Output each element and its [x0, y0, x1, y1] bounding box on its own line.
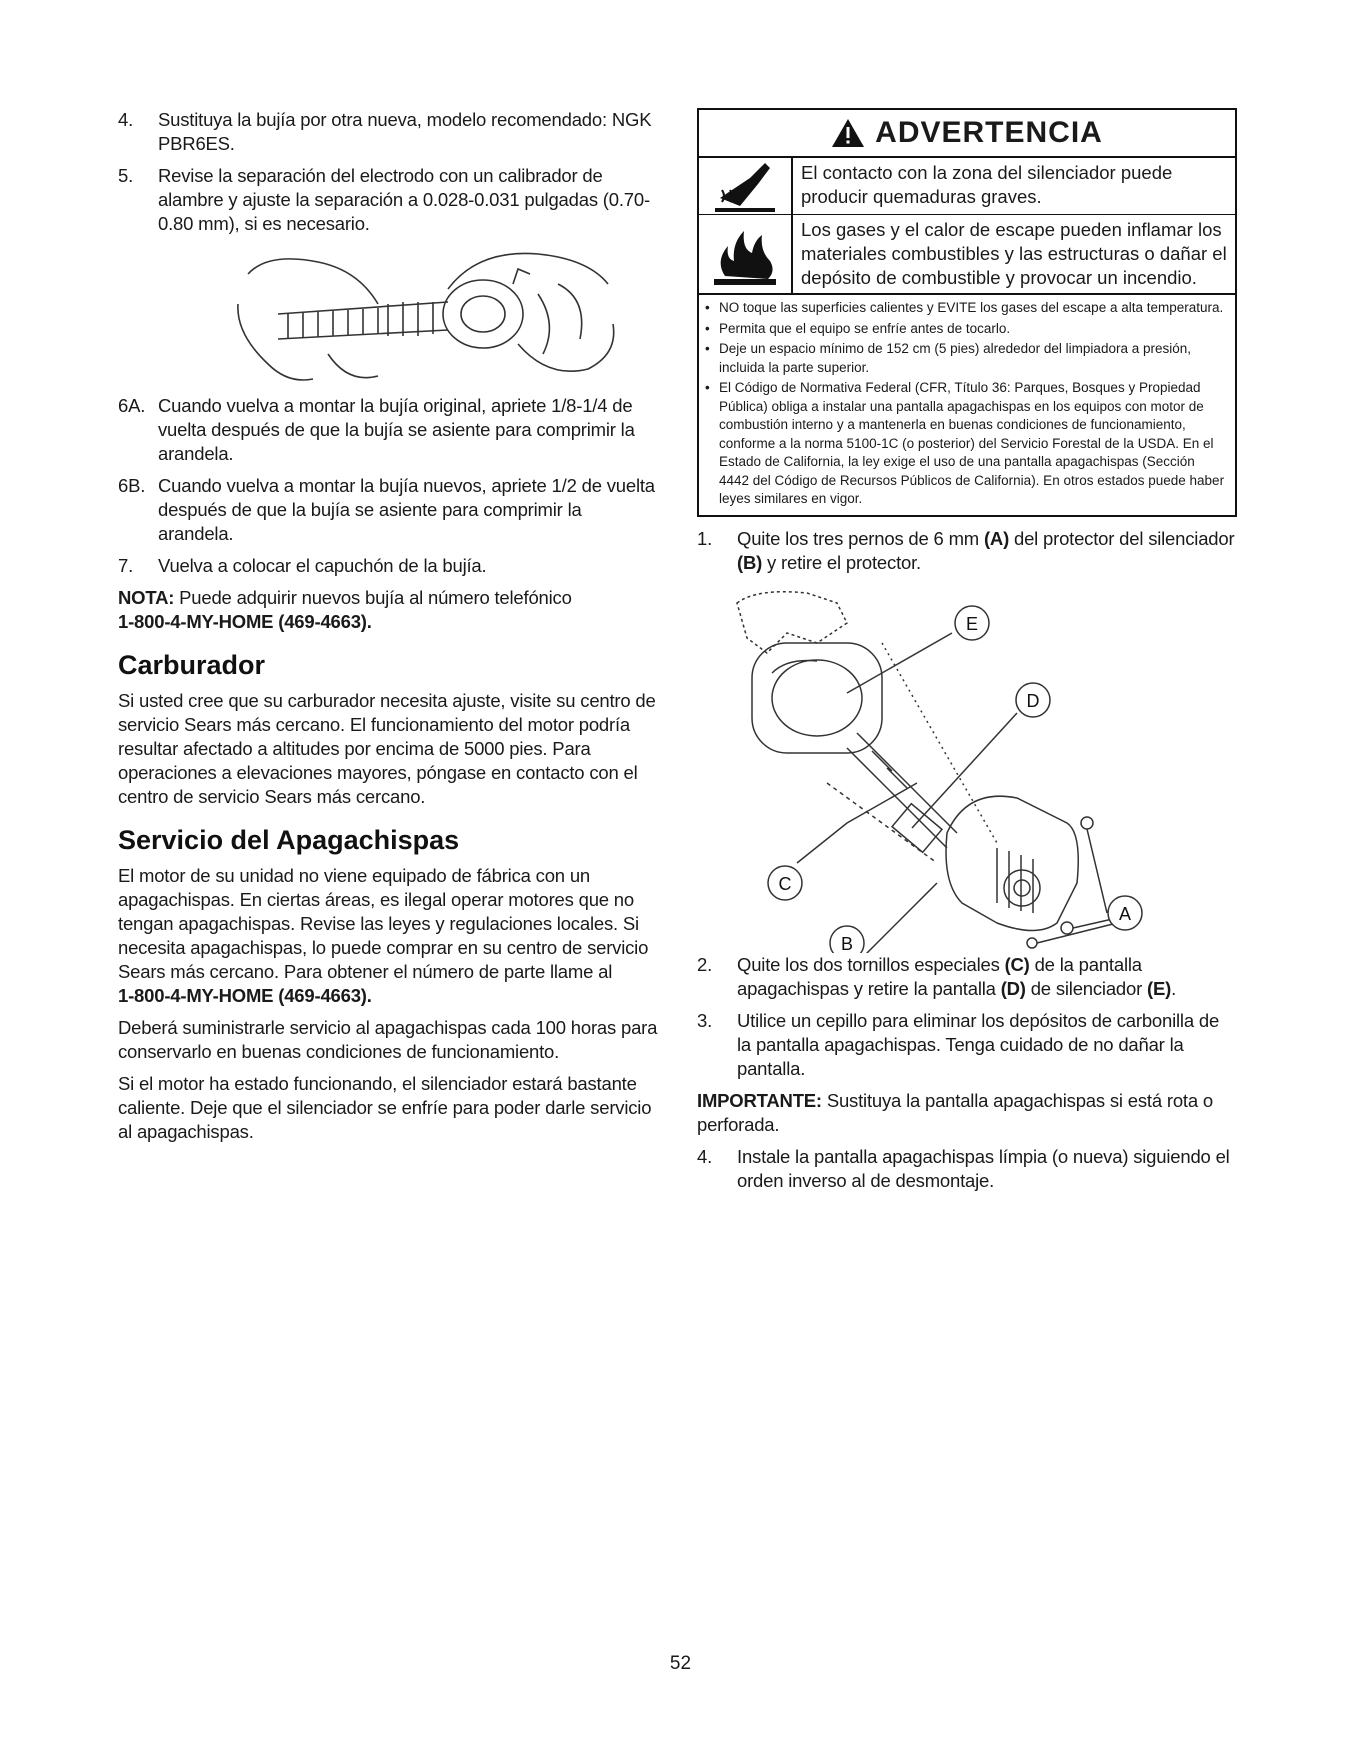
- callout-e: E: [965, 613, 979, 634]
- warning-text-fire: Los gases y el calor de escape pueden inflamar los materiales combustibles y las estructuras o dañar el depósito de combustible y provocar un incendio.: [801, 219, 1227, 288]
- step-text: Sustituya la bujía por otra nueva, modelo recomendado: NGK PBR6ES.: [158, 109, 652, 154]
- nota-paragraph: [118, 586, 658, 634]
- step-6b: [118, 474, 658, 546]
- apagachispas-paragraph-2: Deberá suministrarle servicio al apagachispas cada 100 horas para conservarlo en buenas condiciones de funcionamiento.: [118, 1017, 658, 1062]
- step-number: 6B.: [118, 475, 146, 496]
- step-4-right: [697, 1145, 1237, 1193]
- warning-triangle-icon: [831, 118, 865, 148]
- carburador-text: Si usted cree que su carburador necesita ajuste, visite su centro de servicio Sears más cercano. El funcionamiento del motor podría resultar afectado a altitudes por encima de 5000 pies. Para operaciones a elevaciones mayores, póngase en contacto con el centro de servicio Sears más cercano.: [118, 690, 656, 807]
- callout-b: B: [840, 933, 854, 953]
- step-number: 4.: [697, 1145, 713, 1167]
- step-1: [697, 527, 1237, 575]
- apagachispas-paragraph-3: Si el motor ha estado funcionando, el silenciador estará bastante caliente. Deje que el silenciador se enfríe para poder darle servicio al apagachispas.: [118, 1073, 652, 1142]
- nota-phone: 1-800-4-MY-HOME (469-4663).: [118, 611, 372, 632]
- nota-text: Puede adquirir nuevos bujía al número telefónico: [174, 587, 572, 608]
- apagachispas-phone: 1-800-4-MY-HOME (469-4663).: [118, 985, 372, 1006]
- step-4: [118, 108, 658, 156]
- warning-row-fire: [699, 215, 1235, 295]
- step-text: Cuando vuelva a montar la bujía original, apriete 1/8-1/4 de vuelta después de que la bujía se asiente para comprimir la arandela.: [158, 395, 635, 464]
- apagachispas-text: El motor de su unidad no viene equipado de fábrica con un apagachispas. En ciertas áreas, es ilegal operar motores que no tengan apagachispas. Revise las leyes y regulaciones locales. Si necesita apagachispas, lo puede comprar en su centro de servicio Sears más cercano. Para obtener el número de parte llame al: [118, 865, 649, 982]
- step-6a: [118, 394, 658, 466]
- importante-label: IMPORTANTE:: [697, 1089, 822, 1111]
- spark-plug-gap-illustration: [118, 244, 658, 394]
- step-text: Quite los tres pernos de 6 mm (A) del protector del silenciador (B) y retire el protector.: [737, 527, 1235, 573]
- warning-row-burn: [699, 158, 1235, 215]
- bullet-text: Permita que el equipo se enfríe antes de tocarlo.: [719, 320, 1011, 336]
- step-number: 7.: [118, 555, 134, 576]
- step-text: Quite los dos tornillos especiales (C) de la pantalla apagachispas y retire la pantalla (D) de silenciador (E).: [737, 953, 1177, 999]
- bullet-text: NO toque las superficies calientes y EVITE los gases del escape a alta temperatura.: [719, 300, 1224, 315]
- hot-surface-icon: [699, 158, 793, 214]
- importante-text: Sustituya la pantalla apagachispas si está rota o perforada.: [697, 1089, 1213, 1135]
- carburador-heading: Carburador: [118, 650, 266, 680]
- step-text: Vuelva a colocar el capuchón de la bujía.: [158, 555, 487, 576]
- step-number: 4.: [118, 109, 134, 130]
- warning-bullet: • El Código de Normativa Federal (CFR, Título 36: Parques, Bosques y Propiedad Pública) obliga a instalar una pantalla apagachispas en los equipos con motor de combustión interno y a mantenerla en buenas condiciones de funcionamiento, conforme a la norma 5100-1C (o posterior) del Servicio Forestal de la USDA. En el Estado de California, la ley exige el uso de una pantalla apagachispas (Sección 4442 del Código de Recursos Públicos de California). En otros estados puede haber leyes similares en vigor.: [699, 379, 1235, 511]
- fire-icon: [699, 215, 793, 293]
- warning-box: [697, 108, 1237, 517]
- importante-paragraph: [697, 1089, 1237, 1137]
- step-text: Cuando vuelva a montar la bujía nuevos, apriete 1/2 de vuelta después de que la bujía se asiente para comprimir la arandela.: [158, 475, 655, 544]
- callout-a: A: [1118, 903, 1132, 924]
- warning-bullets: [699, 295, 1235, 515]
- right-column: [697, 108, 1237, 1201]
- warning-bullet: • Deje un espacio mínimo de 152 cm (5 pies) alrededor del limpiadora a presión, incluida la parte superior.: [699, 340, 1235, 379]
- warning-header: [699, 110, 1235, 158]
- page-number: 52: [669, 1653, 692, 1674]
- apagachispas-heading: Servicio del Apagachispas: [118, 825, 460, 855]
- bullet-text: Deje un espacio mínimo de 152 cm (5 pies) alrededor del limpiadora a presión, incluida la parte superior.: [719, 341, 1191, 375]
- step-text: Revise la separación del electrodo con un calibrador de alambre y ajuste la separación a 0.028-0.031 pulgadas (0.70-0.80 mm), si es necesario.: [158, 165, 650, 234]
- step-7: [118, 554, 658, 578]
- callout-c: C: [778, 873, 792, 894]
- step-number: 2.: [697, 953, 713, 975]
- step-text: Utilice un cepillo para eliminar los depósitos de carbonilla de la pantalla apagachispas. Tenga cuidado de no dañar la pantalla.: [737, 1009, 1220, 1079]
- callout-d: D: [1026, 690, 1040, 711]
- left-column: [118, 108, 658, 1152]
- step-number: 5.: [118, 165, 134, 186]
- warning-bullet: • Permita que el equipo se enfríe antes de tocarlo.: [699, 320, 1235, 341]
- step-number: 1.: [697, 527, 713, 549]
- warning-text-burn: El contacto con la zona del silenciador puede producir quemaduras graves.: [801, 162, 1173, 207]
- step-3: [697, 1009, 1237, 1081]
- warning-title: ADVERTENCIA: [875, 116, 1103, 149]
- apagachispas-paragraph-1: [118, 864, 658, 1008]
- bullet-text: El Código de Normativa Federal (CFR, Título 36: Parques, Bosques y Propiedad Pública) obliga a instalar una pantalla apagachispas en los equipos con motor de combustión interno y a mantenerla en buenas condiciones de funcionamiento, conforme a la norma 5100-1C (o posterior) del Servicio Forestal de la USDA. En el Estado de California, la ley exige el uso de una pantalla apagachispas (Sección 4442 del Código de Recursos Públicos de California). En otros estados puede haber leyes similares en vigor.: [719, 380, 1225, 506]
- step-number: 3.: [697, 1009, 713, 1031]
- step-2: [697, 953, 1237, 1001]
- warning-bullet: • NO toque las superficies calientes y EVITE los gases del escape a alta temperatura.: [699, 299, 1235, 320]
- step-5: [118, 164, 658, 236]
- step-number: 6A.: [118, 395, 146, 416]
- nota-label: NOTA:: [118, 587, 175, 608]
- muffler-spark-arrester-diagram: [697, 583, 1237, 953]
- step-text: Instale la pantalla apagachispas límpia (o nueva) siguiendo el orden inverso al de desmontaje.: [737, 1145, 1230, 1191]
